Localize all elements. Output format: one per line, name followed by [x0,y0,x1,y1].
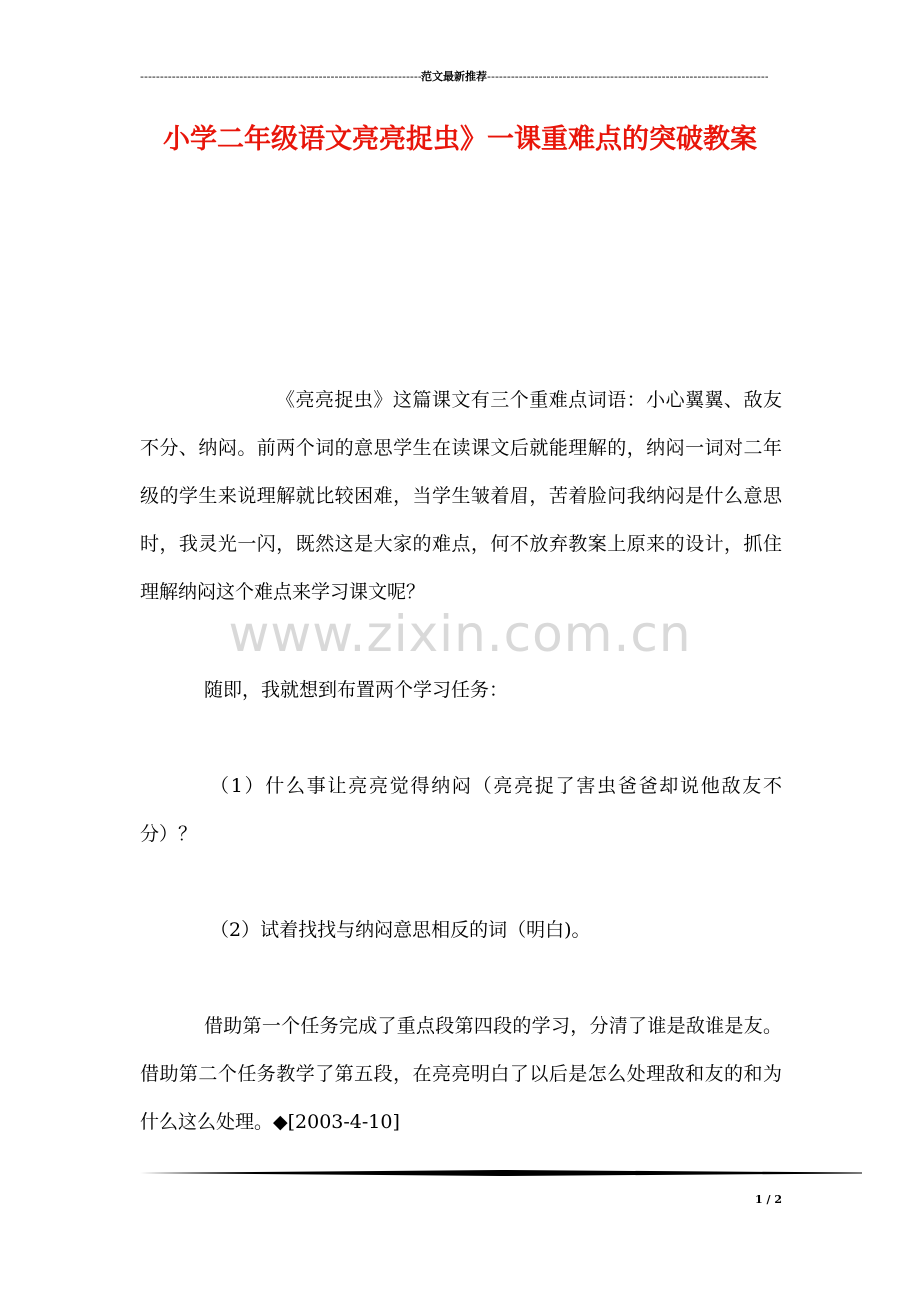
header-label: 范文最新推荐 [421,70,487,83]
watermark: www.zixin.com.cn [228,605,692,663]
header-rule [140,68,768,86]
paragraph-tasks-intro: 随即，我就想到布置两个学习任务： [204,679,509,701]
header-dashes-right [487,68,768,86]
paragraph-task-2: （2）试着找找与纳闷意思相反的词（明白)。 [210,919,591,941]
header-dashes-left [140,68,421,86]
document-title: 小学二年级语文亮亮捉虫》一课重难点的突破教案 [163,124,757,155]
paragraph-conclusion: 借助第一个任务完成了重点段第四段的学习，分清了谁是敌谁是友。借助第二个任务教学了第五段，在亮亮明白了以后是怎么处理敌和友的和为什么这么处理。◆[2003-4-10] [140,1015,782,1133]
paragraph-task-1: （1）什么事让亮亮觉得纳闷（亮亮捉了害虫爸爸却说他敌友不分）？ [140,775,782,845]
footer-rule [140,1170,862,1176]
paragraph-intro: 《亮亮捉虫》这篇课文有三个重难点词语：小心翼翼、敌友不分、纳闷。前两个词的意思学生在读课文后就能理解的，纳闷一词对二年级的学生来说理解就比较困难，当学生皱着眉，苦着脸问我纳闷是什么意思时，我灵光一闪，既然这是大家的难点，何不放弃教案上原来的设计，抓住理解纳闷这个难点来学习课文呢？ [140,389,782,603]
page-number: 1 / 2 [755,1193,782,1206]
